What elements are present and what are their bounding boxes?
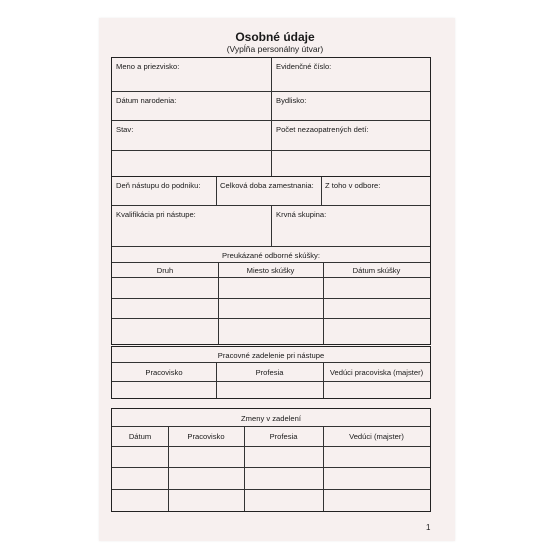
id-number-label: Evidenčné číslo: bbox=[276, 62, 332, 71]
col-divider bbox=[271, 205, 272, 246]
col-divider bbox=[271, 58, 272, 176]
assignment-heading: Pracovné zadelenie pri nástupe bbox=[217, 351, 325, 360]
exams-col-type: Druh bbox=[156, 266, 174, 275]
date-of-birth-label: Dátum narodenia: bbox=[116, 96, 177, 105]
row-divider bbox=[112, 277, 430, 278]
start-date-label: Deň nástupu do podniku: bbox=[116, 181, 201, 190]
form-subtitle: (Vypĺňa personálny útvar) bbox=[226, 44, 324, 54]
of-which-in-field-label: Z toho v odbore: bbox=[325, 181, 381, 190]
row-divider bbox=[112, 446, 430, 447]
row-divider bbox=[112, 426, 430, 427]
changes-heading: Zmeny v zadelení bbox=[241, 414, 301, 423]
address-label: Bydlisko: bbox=[276, 96, 307, 105]
total-employment-label: Celková doba zamestnania: bbox=[220, 181, 314, 190]
section-divider bbox=[112, 176, 430, 177]
qualification-label: Kvalifikácia pri nástupe: bbox=[116, 210, 196, 219]
assignment-col-supervisor: Vedúci pracoviska (majster) bbox=[329, 368, 424, 377]
changes-col-supervisor: Vedúci (majster) bbox=[349, 432, 404, 441]
assignment-col-workplace: Pracovisko bbox=[145, 368, 183, 377]
col-divider bbox=[321, 177, 322, 205]
row-divider bbox=[112, 318, 430, 319]
row-divider bbox=[112, 467, 430, 468]
row-divider bbox=[112, 489, 430, 490]
row-divider bbox=[112, 298, 430, 299]
form-title: Osobné údaje bbox=[235, 30, 315, 44]
changes-col-profession: Profesia bbox=[269, 432, 298, 441]
row-divider bbox=[112, 362, 430, 363]
row-divider bbox=[112, 262, 430, 263]
status-label: Stav: bbox=[116, 125, 134, 134]
blood-group-label: Krvná skupina: bbox=[276, 210, 327, 219]
changes-col-date: Dátum bbox=[128, 432, 152, 441]
row-divider bbox=[112, 381, 430, 382]
exams-col-place: Miesto skúšky bbox=[246, 266, 295, 275]
exams-heading: Preukázané odborné skúšky: bbox=[222, 251, 320, 260]
page-number: 1 bbox=[426, 523, 431, 532]
changes-col-workplace: Pracovisko bbox=[187, 432, 225, 441]
exams-col-date: Dátum skúšky bbox=[352, 266, 401, 275]
assignment-col-profession: Profesia bbox=[255, 368, 284, 377]
dependents-label: Počet nezaopatrených detí: bbox=[276, 125, 369, 134]
row-divider bbox=[112, 246, 430, 247]
col-divider bbox=[216, 177, 217, 205]
name-label: Meno a priezvisko: bbox=[116, 62, 180, 71]
changes-box bbox=[111, 408, 431, 512]
